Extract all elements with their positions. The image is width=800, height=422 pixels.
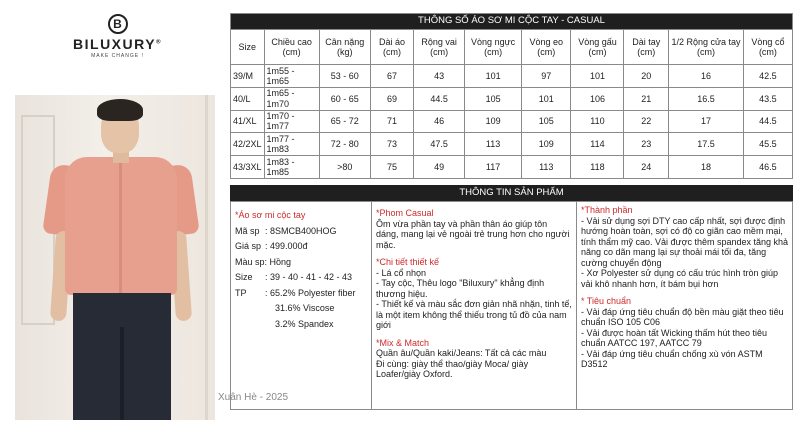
product-info-title: THÔNG TIN SẢN PHẨM	[230, 185, 793, 201]
table-cell: 1m83 - 1m85	[264, 156, 319, 179]
spec-header-5: Vòng ngực (cm)	[465, 30, 522, 65]
table-cell: 105	[465, 87, 522, 110]
table-cell: 42/2XL	[231, 133, 265, 156]
table-cell: 72 - 80	[319, 133, 370, 156]
table-cell: 1m77 - 1m83	[264, 133, 319, 156]
table-cell: 113	[522, 156, 571, 179]
table-cell: 67	[370, 65, 413, 88]
size-spec-table	[230, 13, 793, 179]
table-cell: 75	[370, 156, 413, 179]
table-cell: 46.5	[743, 156, 792, 179]
table-cell: 44.5	[743, 110, 792, 133]
table-cell: 45.5	[743, 133, 792, 156]
table-row	[231, 110, 793, 133]
standards-section: * Tiêu chuẩn - Vải đáp ứng tiêu chuẩn độ bền màu giặt theo tiêu chuẩn ISO 105 C06 - Vải được hoàn tất Wicking thấm hút theo tiêu chuẩn AATCC 197, AATCC 79 - Vải đáp ứng tiêu chuẩn chống xù vón ASTM D3512	[581, 296, 784, 369]
table-cell: 109	[465, 110, 522, 133]
table-row	[231, 156, 793, 179]
spec-header-3: Dài áo (cm)	[370, 30, 413, 65]
spec-header-9: 1/2 Rộng cửa tay (cm)	[669, 30, 744, 65]
table-cell: 24	[624, 156, 669, 179]
table-cell: 71	[370, 110, 413, 133]
fit-section: *Phom Casual Ôm vừa phần tay và phần thân áo giúp tôn dáng, mang lại vẻ ngoài trẻ trung hơn cho người mặc.	[376, 208, 570, 250]
product-material: TP : 65.2% Polyester fiber	[235, 287, 356, 298]
table-cell: 21	[624, 87, 669, 110]
table-cell: 101	[522, 87, 571, 110]
table-cell: 43.5	[743, 87, 792, 110]
table-cell: 106	[571, 87, 624, 110]
table-cell: 1m55 - 1m65	[264, 65, 319, 88]
table-cell: 110	[571, 110, 624, 133]
product-color: Màu sp: Hồng	[235, 256, 292, 267]
table-cell: 69	[370, 87, 413, 110]
table-cell: 44.5	[414, 87, 465, 110]
table-cell: 118	[571, 156, 624, 179]
table-cell: >80	[319, 156, 370, 179]
product-info-box	[230, 201, 793, 410]
spec-header-8: Dài tay (cm)	[624, 30, 669, 65]
table-cell: 117	[465, 156, 522, 179]
table-cell: 20	[624, 65, 669, 88]
table-cell: 101	[571, 65, 624, 88]
spec-header-7: Vòng gấu (cm)	[571, 30, 624, 65]
table-cell: 17	[669, 110, 744, 133]
table-cell: 16	[669, 65, 744, 88]
spec-header-4: Rộng vai (cm)	[414, 30, 465, 65]
spec-table-title: THÔNG SỐ ÁO SƠ MI CỘC TAY - CASUAL	[231, 14, 793, 30]
table-cell: 23	[624, 133, 669, 156]
table-cell: 42.5	[743, 65, 792, 88]
table-row	[231, 65, 793, 88]
product-material-2: 31.6% Viscose	[275, 303, 335, 313]
table-cell: 101	[465, 65, 522, 88]
logo-mark-icon: B	[108, 14, 128, 34]
product-material-column	[576, 202, 794, 409]
table-cell: 1m70 - 1m77	[264, 110, 319, 133]
brand-name: BILUXURY®	[73, 36, 162, 52]
table-cell: 47.5	[414, 133, 465, 156]
brand-logo	[60, 14, 175, 59]
spec-header-6: Vòng eo (cm)	[522, 30, 571, 65]
table-cell: 46	[414, 110, 465, 133]
design-details-section: *Chi tiết thiết kế - Lá cổ nhọn - Tay cộc, Thêu logo "Biluxury" khẳng định thương hiệu. - Thiết kế và màu sắc đơn giản nhã nhặn, tinh tế, là một item không thể thiếu trong tủ đồ của nam giới	[376, 257, 572, 330]
table-cell: 16.5	[669, 87, 744, 110]
table-cell: 73	[370, 133, 413, 156]
table-cell: 22	[624, 110, 669, 133]
spec-header-0: Size	[231, 30, 265, 65]
table-cell: 43	[414, 65, 465, 88]
spec-header-2: Cân nặng (kg)	[319, 30, 370, 65]
table-cell: 17.5	[669, 133, 744, 156]
table-cell: 97	[522, 65, 571, 88]
product-summary-column	[231, 202, 371, 409]
composition-section: *Thành phần - Vải sử dụng sợi DTY cao cấp nhất, sợi được định hướng hoàn toàn, sợi có độ co giãn cao mềm mại, tính thẩm mỹ cao. Vải được thêm spandex tăng khả năng co dãn mang lại sự thoải mái tối đa, tăng cường chuyển động - Xơ Polyester sử dụng có cấu trúc hình tròn giúp vải khô nhanh hơn, ít bám bụi hơn	[581, 205, 789, 289]
brand-tagline: MAKE CHANGE !	[91, 53, 144, 59]
table-cell: 43/3XL	[231, 156, 265, 179]
spec-header-10: Vòng cổ (cm)	[743, 30, 792, 65]
table-cell: 39/M	[231, 65, 265, 88]
product-material-3: 3.2% Spandex	[275, 318, 334, 329]
season-note: Xuân Hè - 2025	[218, 392, 289, 403]
spec-table-body	[231, 65, 793, 179]
table-row	[231, 133, 793, 156]
product-design-column	[371, 202, 576, 409]
spec-header-1: Chiều cao (cm)	[264, 30, 319, 65]
table-cell: 40/L	[231, 87, 265, 110]
table-row	[231, 87, 793, 110]
mix-match-section: *Mix & Match Quần âu/Quần kaki/Jeans: Tất cả các màu Đi cùng: giày thể thao/giày Moca/ giày Loafer/giày Oxford.	[376, 337, 547, 379]
table-cell: 113	[465, 133, 522, 156]
table-cell: 109	[522, 133, 571, 156]
table-cell: 41/XL	[231, 110, 265, 133]
table-cell: 60 - 65	[319, 87, 370, 110]
product-sizes: Size : 39 - 40 - 41 - 42 - 43	[235, 272, 353, 282]
spec-header-row	[231, 30, 793, 65]
table-cell: 65 - 72	[319, 110, 370, 133]
table-cell: 1m65 - 1m70	[264, 87, 319, 110]
table-cell: 53 - 60	[319, 65, 370, 88]
product-price: Giá sp : 499.000đ	[235, 241, 308, 251]
product-type: *Áo sơ mi cộc tay	[235, 210, 306, 220]
table-cell: 18	[669, 156, 744, 179]
table-cell: 49	[414, 156, 465, 179]
product-photo	[15, 95, 215, 420]
table-cell: 105	[522, 110, 571, 133]
table-cell: 114	[571, 133, 624, 156]
product-code: Mã sp : 8SMCB400HOG	[235, 225, 337, 236]
